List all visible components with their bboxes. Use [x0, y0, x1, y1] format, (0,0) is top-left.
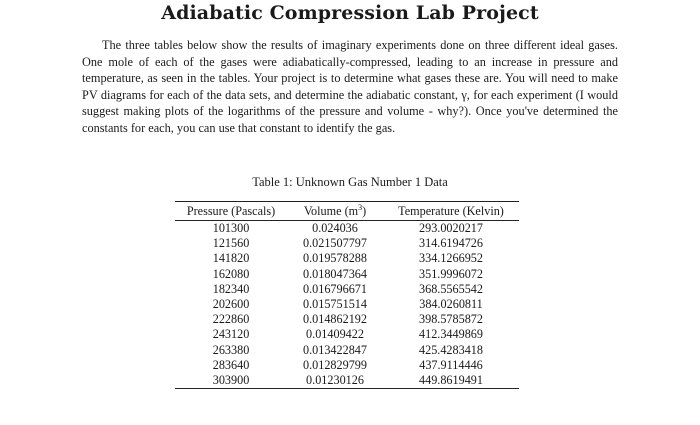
temperature-cell: 293.0020217	[419, 221, 483, 235]
volume-cell: 0.01230126	[306, 373, 364, 388]
volume-cell: 0.013422847	[303, 342, 367, 357]
pressure-cell: 243120	[212, 327, 250, 342]
volume-cell: 0.016796671	[303, 281, 367, 296]
header-volume-close: )	[362, 204, 367, 218]
pressure-cell: 283640	[212, 357, 250, 372]
pressure-cell: 222860	[212, 312, 250, 327]
table-row	[175, 343, 519, 358]
header-volume	[287, 202, 383, 221]
temperature-cell: 351.9996072	[419, 266, 483, 281]
table-row	[175, 267, 519, 282]
volume-cell: 0.024036	[312, 221, 358, 235]
temperature-cell: 368.5565542	[419, 281, 483, 296]
page-title: Adiabatic Compression Lab Project	[161, 2, 539, 24]
volume-cell: 0.015751514	[303, 297, 367, 312]
temperature-cell: 449.8619491	[419, 373, 483, 388]
pressure-cell: 101300	[212, 221, 250, 235]
volume-cell: 0.018047364	[303, 266, 367, 281]
instructions-paragraph: The three tables below show the results of imaginary experiments done on three different ideal gases. One mole of each of the gases were adiabatically-compressed, leading to an increase in pressure and temperature, as seen in the tables. Your project is to determine what gases these are. You will need to make PV diagrams for each of the data sets, and determine the adiabatic constant, γ, for each experiment (I would suggest making plots of the logarithms of the pressure and volume - why?). Once you've determined the constants for each, you can use that constant to identify the gas.	[82, 38, 618, 135]
pressure-cell: 303900	[212, 373, 250, 388]
pressure-cell: 263380	[212, 342, 250, 357]
table-body	[175, 221, 519, 389]
header-temperature: Temperature (Kelvin)	[383, 202, 519, 221]
header-pressure: Pressure (Pascals)	[175, 202, 287, 221]
pressure-cell: 182340	[212, 281, 250, 296]
table-row	[175, 312, 519, 327]
temperature-cell: 334.1266952	[419, 251, 483, 266]
table-row	[175, 358, 519, 373]
pressure-cell: 141820	[212, 251, 250, 266]
table-header-row	[175, 202, 519, 221]
gas-data-table	[175, 201, 519, 389]
table-row	[175, 373, 519, 389]
temperature-cell: 437.9114446	[419, 357, 483, 372]
table-row	[175, 221, 519, 237]
temperature-cell: 314.6194726	[419, 236, 483, 251]
header-volume-label: Volume (m	[303, 204, 359, 218]
temperature-cell: 425.4283418	[419, 342, 483, 357]
temperature-cell: 384.0260811	[419, 297, 483, 312]
pressure-cell: 202600	[212, 297, 250, 312]
table-caption: Table 1: Unknown Gas Number 1 Data	[252, 175, 448, 189]
temperature-cell: 412.3449869	[419, 327, 483, 342]
volume-cell: 0.014862192	[303, 312, 367, 327]
table-row	[175, 251, 519, 266]
table-row	[175, 327, 519, 342]
pressure-cell: 162080	[212, 266, 250, 281]
header-volume-exponent: 3	[358, 202, 363, 212]
temperature-cell: 398.5785872	[419, 312, 483, 327]
volume-cell: 0.019578288	[303, 251, 367, 266]
table-row	[175, 297, 519, 312]
table-row	[175, 282, 519, 297]
pressure-cell: 121560	[212, 236, 250, 251]
volume-cell: 0.012829799	[303, 357, 367, 372]
table-row	[175, 236, 519, 251]
volume-cell: 0.021507797	[303, 236, 367, 251]
volume-cell: 0.01409422	[306, 327, 364, 342]
